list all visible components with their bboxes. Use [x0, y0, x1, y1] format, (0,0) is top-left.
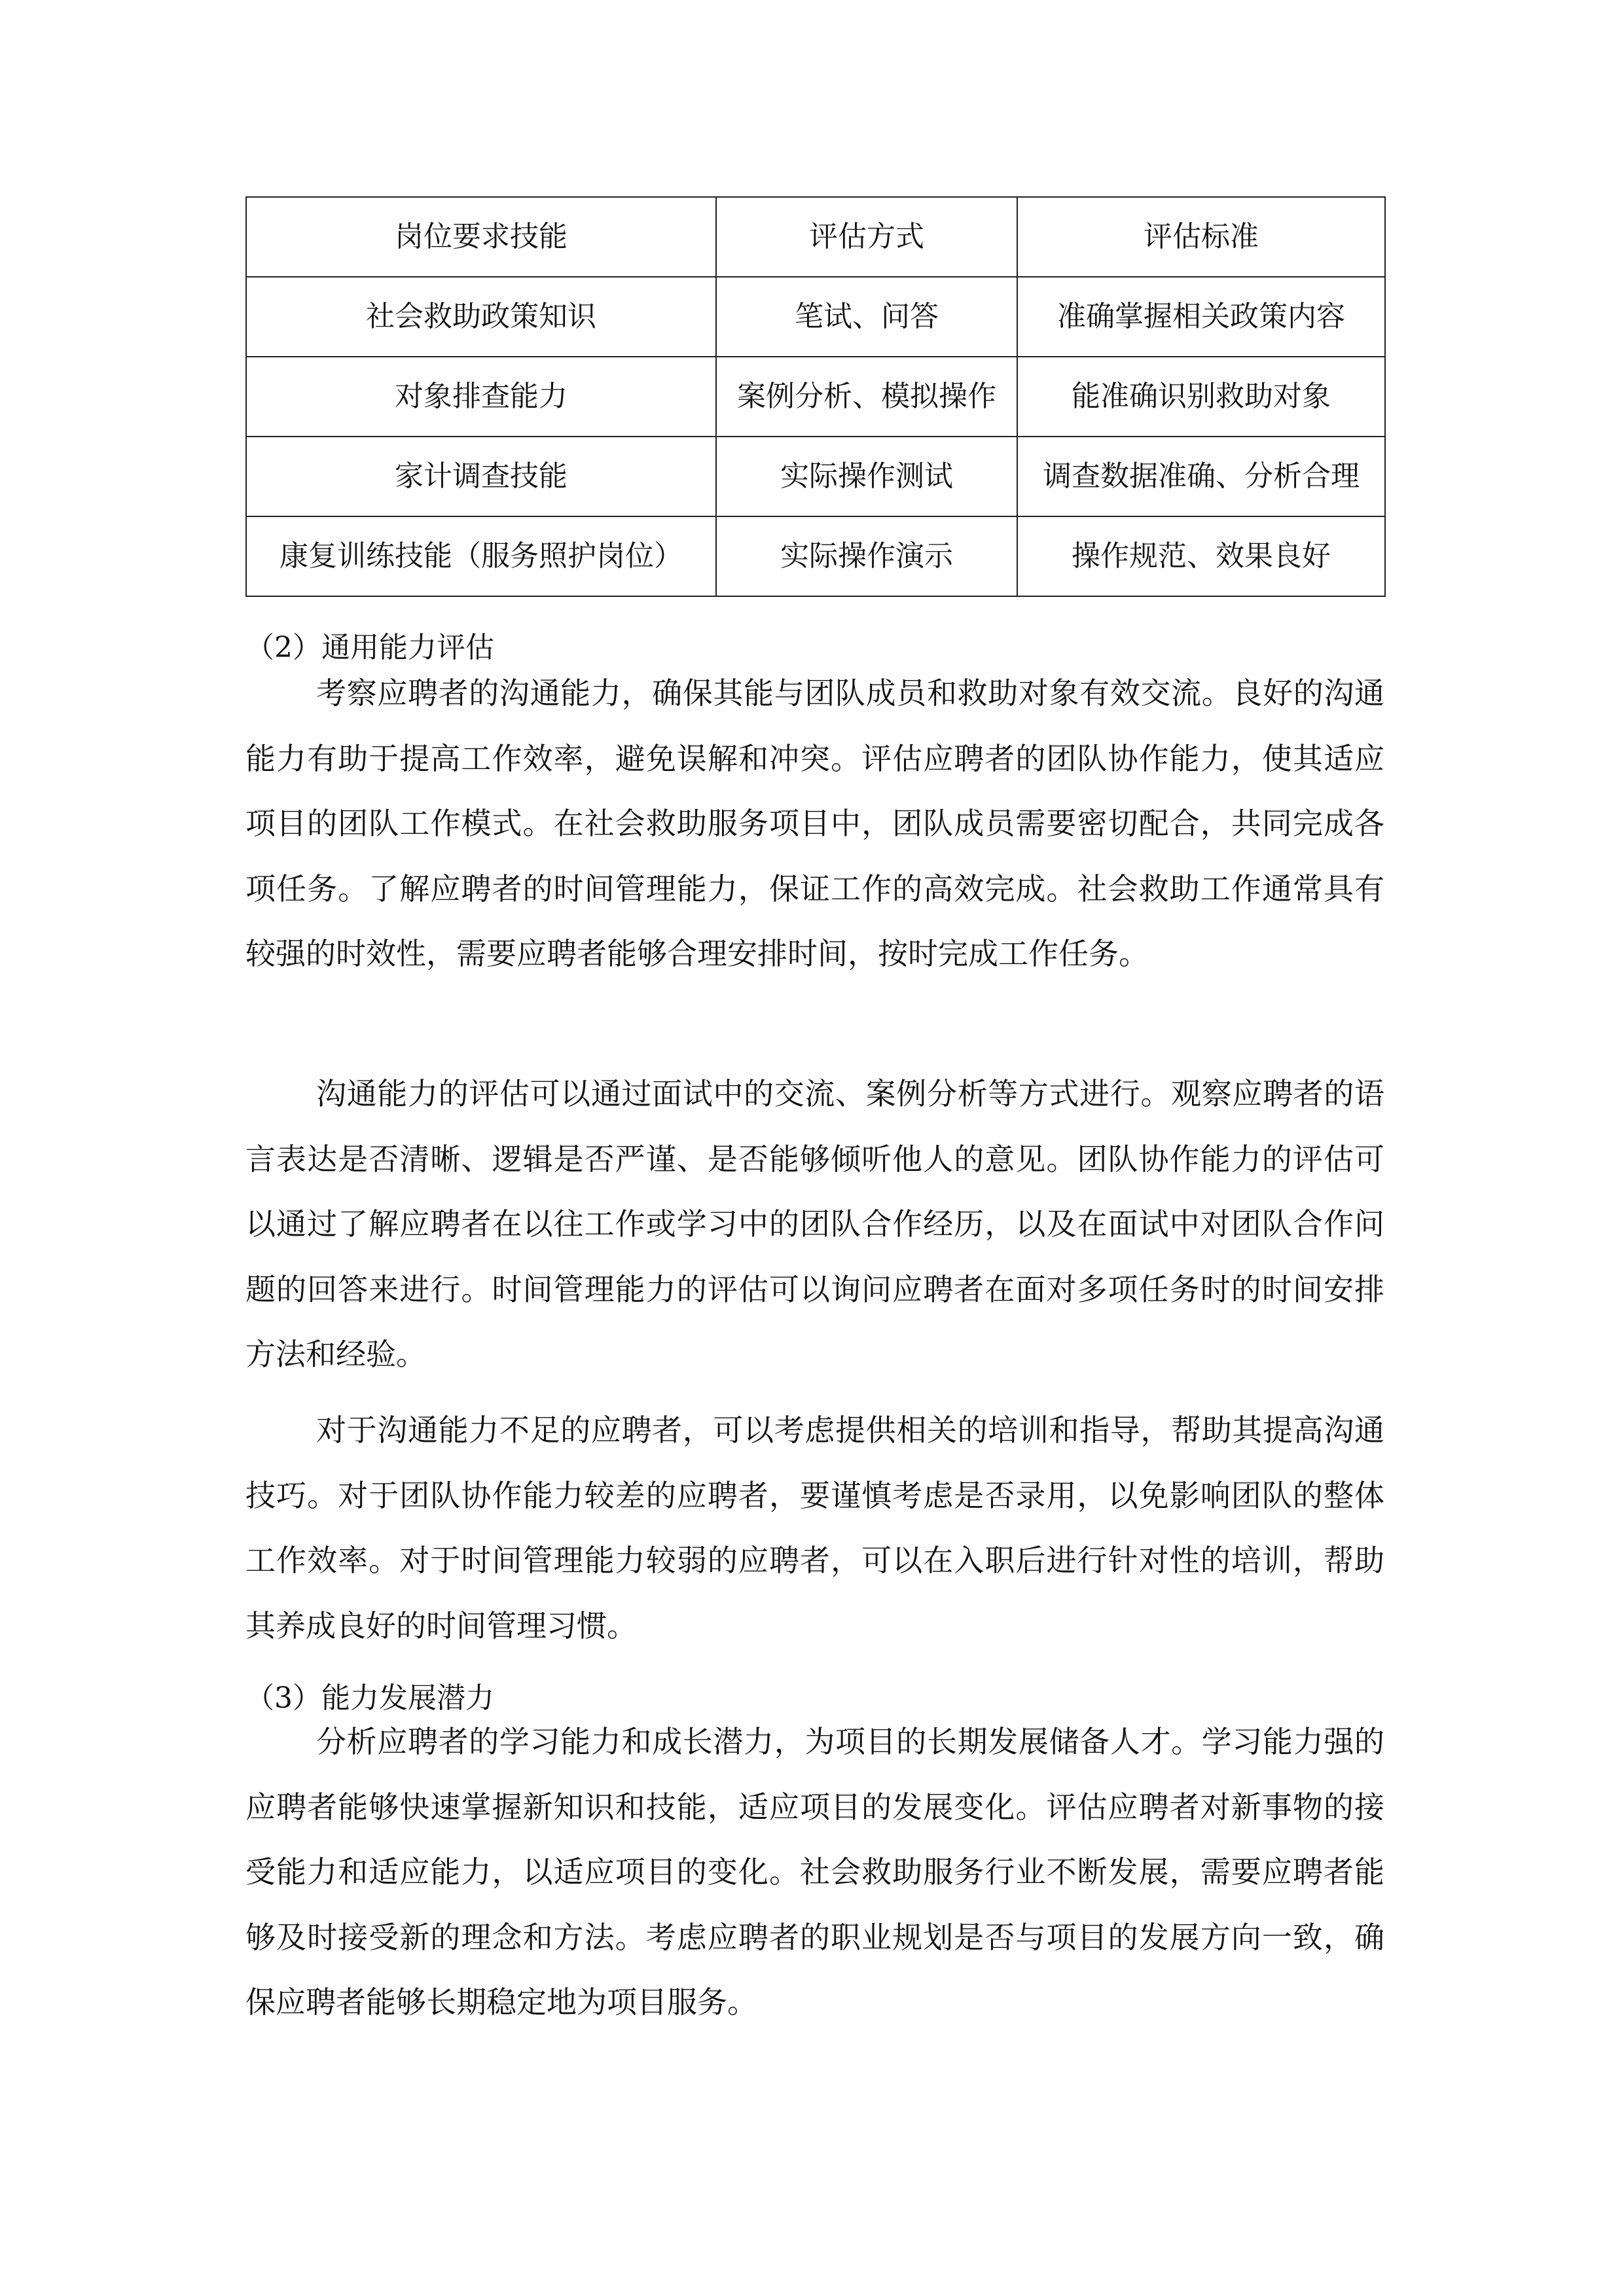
table-cell: 能准确识别救助对象 [1017, 357, 1385, 437]
section-heading-development-potential: （3）能力发展潜力 [245, 1681, 494, 1715]
table-cell: 调查数据准确、分析合理 [1017, 437, 1385, 516]
table-cell: 操作规范、效果良好 [1017, 516, 1385, 596]
paragraph: 对于沟通能力不足的应聘者，可以考虑提供相关的培训和指导，帮助其提高沟通技巧。对于团队协作能力较差的应聘者，要谨慎考虑是否录用，以免影响团队的整体工作效率。对于时间管理能力较弱的应聘者，可以在入职后进行针对性的培训，帮助其养成良好的时间管理习惯。 [245, 1412, 1384, 1643]
table-cell: 笔试、问答 [716, 277, 1017, 357]
header-cell-standard: 评估标准 [1017, 197, 1385, 277]
paragraph: 沟通能力的评估可以通过面试中的交流、案例分析等方式进行。观察应聘者的语言表达是否清晰、逻辑是否严谨、是否能够倾听他人的意见。团队协作能力的评估可以通过了解应聘者在以往工作或学习中的团队合作经历，以及在面试中对团队合作问题的回答来进行。时间管理能力的评估可以询问应聘者在面对多项任务时的时间安排方法和经验。 [245, 1076, 1384, 1372]
skill-assessment-table [245, 196, 1386, 597]
header-cell-skill: 岗位要求技能 [246, 197, 716, 277]
paragraph: 考察应聘者的沟通能力，确保其能与团队成员和救助对象有效交流。良好的沟通能力有助于提高工作效率，避免误解和冲突。评估应聘者的团队协作能力，使其适应项目的团队工作模式。在社会救助服务项目中，团队成员需要密切配合，共同完成各项任务。了解应聘者的时间管理能力，保证工作的高效完成。社会救助工作通常具有较强的时效性，需要应聘者能够合理安排时间，按时完成工作任务。 [245, 675, 1384, 972]
table-row [246, 437, 1385, 516]
table-cell: 实际操作测试 [716, 437, 1017, 516]
table-cell: 案例分析、模拟操作 [716, 357, 1017, 437]
paragraph: 分析应聘者的学习能力和成长潜力，为项目的长期发展储备人才。学习能力强的应聘者能够快速掌握新知识和技能，适应项目的发展变化。评估应聘者对新事物的接受能力和适应能力，以适应项目的变化。社会救助服务行业不断发展，需要应聘者能够及时接受新的理念和方法。考虑应聘者的职业规划是否与项目的发展方向一致，确保应聘者能够长期稳定地为项目服务。 [245, 1724, 1384, 2020]
table-header-row [246, 197, 1385, 277]
table-row [246, 357, 1385, 437]
table-row [246, 277, 1385, 357]
table-cell: 准确掌握相关政策内容 [1017, 277, 1385, 357]
header-cell-method: 评估方式 [716, 197, 1017, 277]
section-heading-general-ability: （2）通用能力评估 [245, 631, 494, 664]
table-cell: 对象排查能力 [246, 357, 716, 437]
table-cell: 家计调查技能 [246, 437, 716, 516]
table-row [246, 516, 1385, 596]
table-cell: 社会救助政策知识 [246, 277, 716, 357]
table-cell: 康复训练技能（服务照护岗位） [246, 516, 716, 596]
table-cell: 实际操作演示 [716, 516, 1017, 596]
